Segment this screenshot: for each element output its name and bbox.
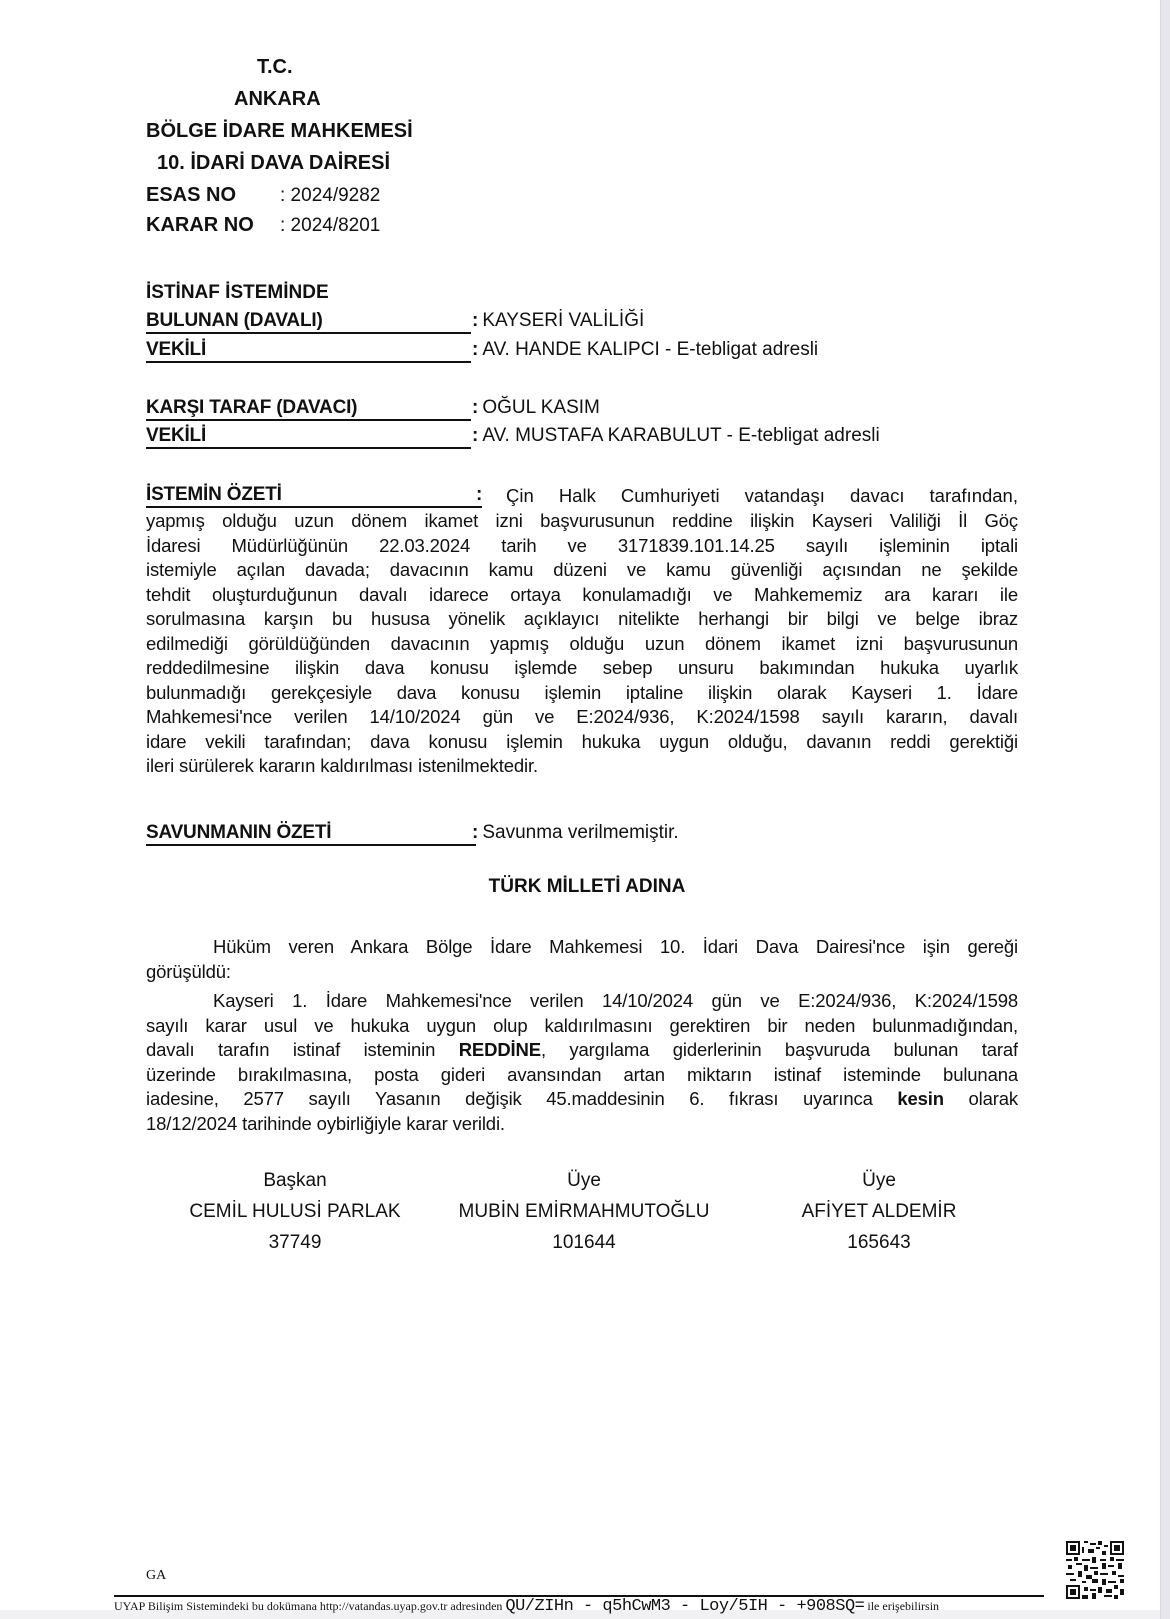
summary-line: yapmış olduğu uzun dönem ikamet izni başvurusunun reddine ilişkin Kayseri Valiliği İl Göç [146,510,1018,531]
signature-id: 165643 [847,1232,911,1253]
ruling-paragraph-1 [146,935,1018,984]
ruling-text: iadesine, 2577 sayılı Yasanın değişik 45.maddesinin 6. fıkrası uyarınca [146,1088,898,1109]
summary-label-text: İSTEMİN ÖZETİ [146,484,282,505]
respondent-label: KARŞI TARAF (DAVACI) [146,397,471,421]
appellant-heading: İSTİNAF İSTEMİNDE [146,282,329,303]
colon: : [472,425,479,446]
signature-president [145,1165,445,1258]
ruling-text: olarak [943,1088,1018,1109]
appellant-label: BULUNAN (DAVALI) [146,310,471,334]
ruling-line: Hüküm veren Ankara Bölge İdare Mahkemesi 10. İdari Dava Dairesi'nce işin gereği [213,936,1018,957]
summary-first-line: Çin Halk Cumhuriyeti vatandaşı davacı tarafından, [506,485,1018,506]
ruling-paragraph-2 [146,989,1018,1136]
respondent-counsel-value: AV. MUSTAFA KARABULUT - E-tebligat adresli [482,425,880,446]
summary-line: tehdit oluşturduğunun davalı idarece ortaya konulamadığı ve Mahkememiz ara kararı ile [146,583,1018,605]
colon: : [472,397,479,418]
colon: : [472,339,479,360]
ruling-final-bold: kesin [897,1088,944,1109]
ruling-line: üzerinde bırakılmasına, posta gideri avansından artan miktarın istinaf isteminde bulunana [146,1063,1018,1085]
defense-label: SAVUNMANIN ÖZETİ [146,822,476,846]
signature-id: 101644 [552,1232,616,1253]
appellant-value: KAYSERİ VALİLİĞİ [482,310,645,331]
signature-role: Üye [567,1170,601,1191]
respondent-value-row [472,397,600,419]
summary-body [146,509,1018,779]
defense-value-row [472,822,679,844]
ruling-text: , yargılama giderlerinin başvuruda bulunan taraf [540,1039,1018,1060]
summary-line: ileri sürülerek kararın kaldırılması istenilmektedir. [146,755,538,776]
ruling-line [146,1038,1018,1063]
ruling-line [146,1087,1018,1112]
summary-colon: : [476,484,483,505]
summary-line: istemiyle açılan davada; davacının kamu düzeni ve kamu güvenliği açısından ne şekilde [146,559,1018,580]
appellant-counsel-value: AV. HANDE KALIPCI - E-tebligat adresli [482,339,819,360]
defense-value: Savunma verilmemiştir. [482,822,679,843]
esas-value: : 2024/9282 [280,185,381,206]
signature-name: CEMİL HULUSİ PARLAK [189,1201,401,1222]
esas-label: ESAS NO [146,184,237,206]
karar-value: : 2024/8201 [280,215,381,236]
ruling-decision-bold: REDDİNE [458,1039,541,1060]
signature-member-2 [729,1165,1029,1258]
page-edge [1160,0,1170,1619]
summary-line: reddedilmesine ilişkin dava konusu işlemde sebep unsuru bakımından hukuka uyarlık [146,657,1018,678]
footer-verification-text [114,1597,939,1616]
header-court: BÖLGE İDARE MAHKEMESİ [146,120,413,142]
colon: : [472,310,479,331]
verdict-title: TÜRK MİLLETİ ADINA [488,876,686,897]
signature-id: 37749 [268,1232,322,1253]
footer-verification-code: QU/ZIHn - q5hCwM3 - Loy/5IH - +908SQ= [505,1597,865,1616]
summary-line: edilmediği görüldüğünden davacının yapmış olduğu uzun dönem ikamet izni başvurusunun [146,632,1018,654]
footer-initials: GA [146,1568,167,1583]
qr-code-icon [1066,1541,1124,1599]
signature-role: Üye [862,1170,896,1191]
summary-line: sorulmasına karşın bu hususa yönelik açıklayıcı nitelikte herhangi bir bilgi ve belge ibraz [146,608,1018,629]
colon: : [472,822,479,843]
karar-label: KARAR NO [146,214,254,236]
summary-label [146,484,482,508]
header-chamber: 10. İDARİ DAVA DAİRESİ [157,152,390,174]
appellant-value-row [472,310,644,332]
signature-name: MUBİN EMİRMAHMUTOĞLU [458,1201,710,1222]
respondent-counsel-label: VEKİLİ [146,425,471,449]
summary-line: Mahkemesi'nce verilen 14/10/2024 gün ve E:2024/936, K:2024/1598 sayılı kararın, davalı [146,706,1018,727]
signature-member-1 [434,1165,734,1258]
header-city: ANKARA [234,88,321,110]
summary-line: idare vekili tarafından; dava konusu işlemin hukuka uygun olduğu, davanın reddi gerektiği [146,730,1018,752]
ruling-text: davalı tarafın istinaf isteminin [146,1039,459,1060]
ruling-line: sayılı karar usul ve hukuka uygun olup kaldırılmasını gerektiren bir neden bulunmadığından, [146,1014,1018,1036]
footer-text-suffix: ile erişebilirsin [864,1599,940,1613]
appellant-counsel-row [472,339,818,361]
summary-line: bulunmadığı gerekçesiyle dava konusu işlemin iptaline ilişkin olarak Kayseri 1. İdare [146,681,1018,703]
appellant-counsel-label: VEKİLİ [146,339,471,363]
ruling-line: Kayseri 1. İdare Mahkemesi'nce verilen 14/10/2024 gün ve E:2024/936, K:2024/1598 [213,990,1018,1011]
header-tc: T.C. [257,56,293,78]
summary-line: İdaresi Müdürlüğünün 22.03.2024 tarih ve 3171839.101.14.25 sayılı işleminin iptali [146,534,1018,556]
respondent-counsel-row [472,425,880,447]
signature-role: Başkan [263,1170,327,1191]
respondent-value: OĞUL KASIM [482,397,600,418]
footer-text-prefix: UYAP Bilişim Sistemindeki bu dokümana http://vatandas.uyap.gov.tr adresinden [114,1599,506,1613]
ruling-line: görüşüldü: [146,960,231,982]
signature-name: AFİYET ALDEMİR [801,1201,957,1222]
ruling-line: 18/12/2024 tarihinde oybirliğiyle karar verildi. [146,1112,505,1134]
